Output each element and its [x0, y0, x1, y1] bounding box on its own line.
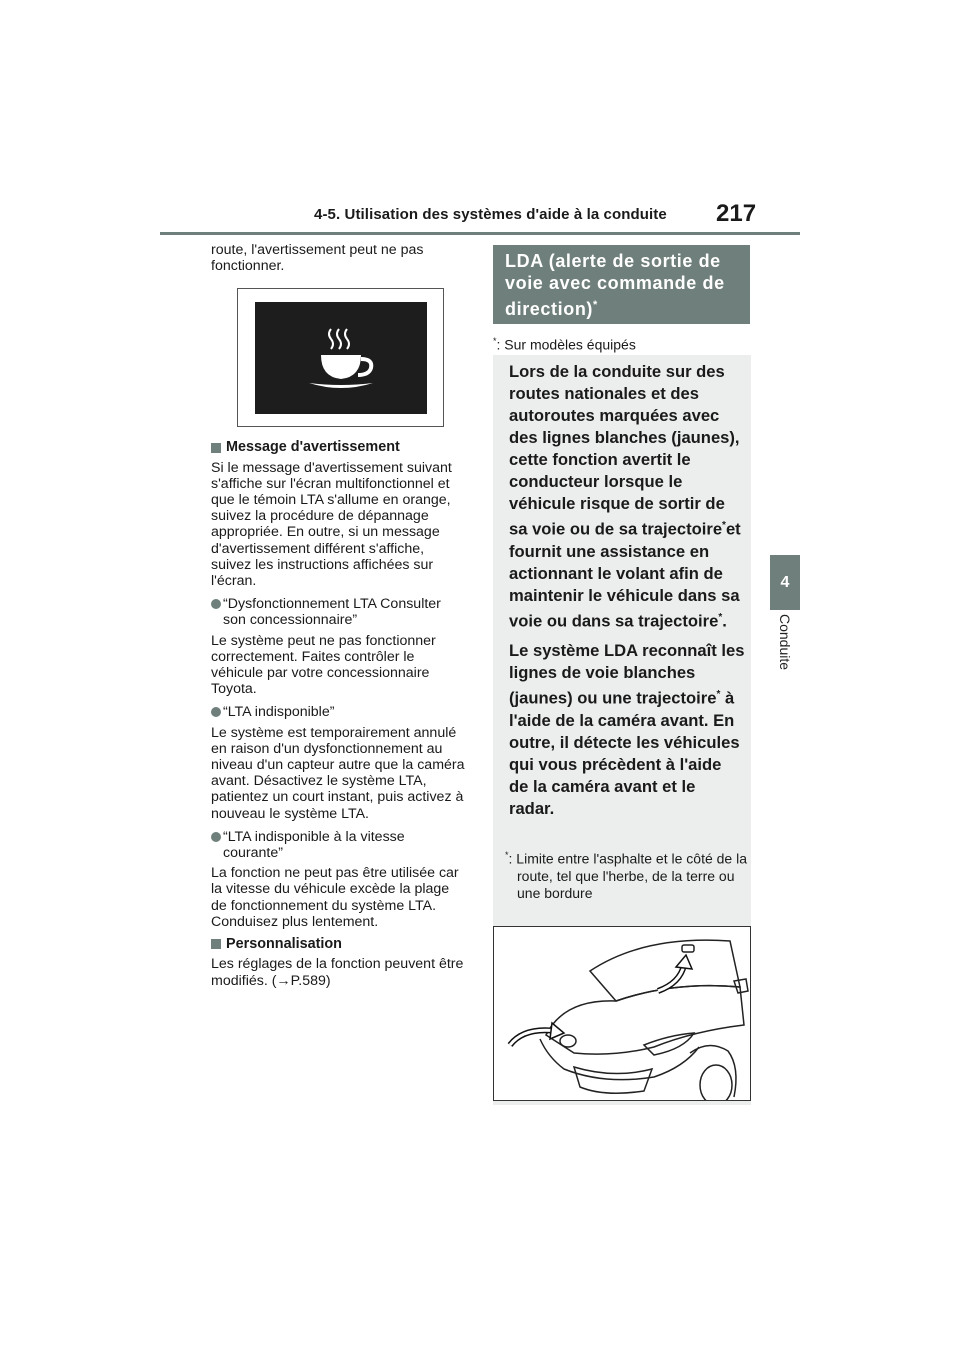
list-item: [211, 704, 466, 720]
footnote-star: *: [718, 611, 723, 623]
body-text: Le système est temporairement annulé en raison d'un dysfonctionnement au niveau d'un capteur autre que la caméra avant. Désactivez le système LTA, patientez un court instant, puis activez à nouveau le système LTA.: [211, 724, 465, 822]
square-bullet-icon: [211, 939, 221, 949]
header-title: 4-5. Utilisation des systèmes d'aide à la conduite: [314, 206, 667, 223]
page-number: 217: [716, 200, 757, 227]
info-paragraph-2: [509, 640, 745, 820]
section-heading-text: Message d'avertissement: [226, 439, 400, 456]
car-illustration-frame: [493, 926, 751, 1101]
info-box: [493, 355, 751, 1105]
body-text: Si le message d'avertissement suivant s'affiche sur l'écran multifonctionnel et que le témoin LTA s'allume en orange, suivez la procédure de dépannage appropriée. En outre, si un message d'avertissement différent s'affiche, suivez les instructions affichées sur l'écran.: [211, 459, 452, 590]
equipped-note-text: : Sur modèles équipés: [496, 336, 636, 353]
circle-bullet-icon: [211, 832, 221, 842]
info-text-part: et fournit une assistance en actionnant le volant afin de maintenir le véhicule dans sa voie ou dans sa trajectoire: [509, 519, 741, 631]
list-item: [211, 829, 466, 861]
circle-bullet-icon: [211, 707, 221, 717]
chapter-tab: 4: [770, 555, 800, 610]
info-text-part: à l'aide de la caméra avant. En outre, il détecte les véhicules qui vous précèdent à l'aide de la caméra avant et le radar.: [509, 688, 740, 818]
info-text-part: Le système LDA reconnaît les lignes de voie blanches (jaunes) ou une trajectoire: [509, 641, 745, 708]
info-text-part: Lors de la conduite sur des routes nationales et des autoroutes marquées avec des lignes blanches (jaunes), cette fonction avertit le conducteur lorsque le véhicule risque de sortir de sa voie ou de sa trajectoire: [509, 362, 740, 539]
body-text: Les réglages de la fonction peuvent être modifiés. (→P.589): [211, 956, 464, 989]
info-text: [509, 361, 745, 820]
intro-text: route, l'avertissement peut ne pas fonctionner.: [211, 242, 424, 275]
body-text: La fonction ne peut pas être utilisée car la vitesse du véhicule excède la plage de fonctionnement du système LTA. Conduisez plus lentement.: [211, 865, 459, 930]
footnote-text: : Limite entre l'asphalte et le côté de la route, tel que l'herbe, de la terre ou une bordure: [508, 850, 747, 901]
equipped-note: [493, 336, 636, 353]
square-bullet-icon: [211, 443, 221, 453]
warning-display-screen: [255, 302, 427, 414]
section-heading-personalisation: [211, 936, 466, 952]
footnote-star: *: [722, 520, 726, 531]
list-item-label: “LTA indisponible à la vitesse courante”: [223, 828, 405, 862]
car-sensors-illustration: [494, 927, 750, 1100]
info-paragraph-1: [509, 361, 745, 632]
list-item: [211, 596, 466, 628]
left-column: [211, 242, 466, 989]
info-text-part: .: [722, 611, 727, 631]
footnote-star: *: [716, 689, 721, 701]
coffee-cup-icon: [301, 323, 381, 393]
warning-display-frame: [237, 288, 444, 427]
circle-bullet-icon: [211, 599, 221, 609]
footnote-star: *: [505, 850, 509, 860]
section-heading-warning: [211, 439, 466, 455]
body-text: Le système peut ne pas fonctionner correctement. Faites contrôler le véhicule par votre concessionnaire Toyota.: [211, 632, 436, 698]
lda-title: [505, 250, 745, 320]
lda-title-text: LDA (alerte de sortie de voie avec commande de direction): [505, 251, 725, 319]
footnote-star: *: [593, 299, 598, 311]
lda-banner: [493, 245, 750, 324]
footnote-boundary: [505, 847, 757, 902]
list-item-label: “Dysfonctionnement LTA Consulter son concessionnaire”: [223, 596, 441, 629]
footnote-star: *: [493, 336, 497, 346]
section-heading-text: Personnalisation: [226, 936, 342, 953]
chapter-label: Conduite: [777, 614, 793, 671]
list-item-label: “LTA indisponible”: [223, 704, 335, 721]
header-rule: [160, 232, 800, 235]
